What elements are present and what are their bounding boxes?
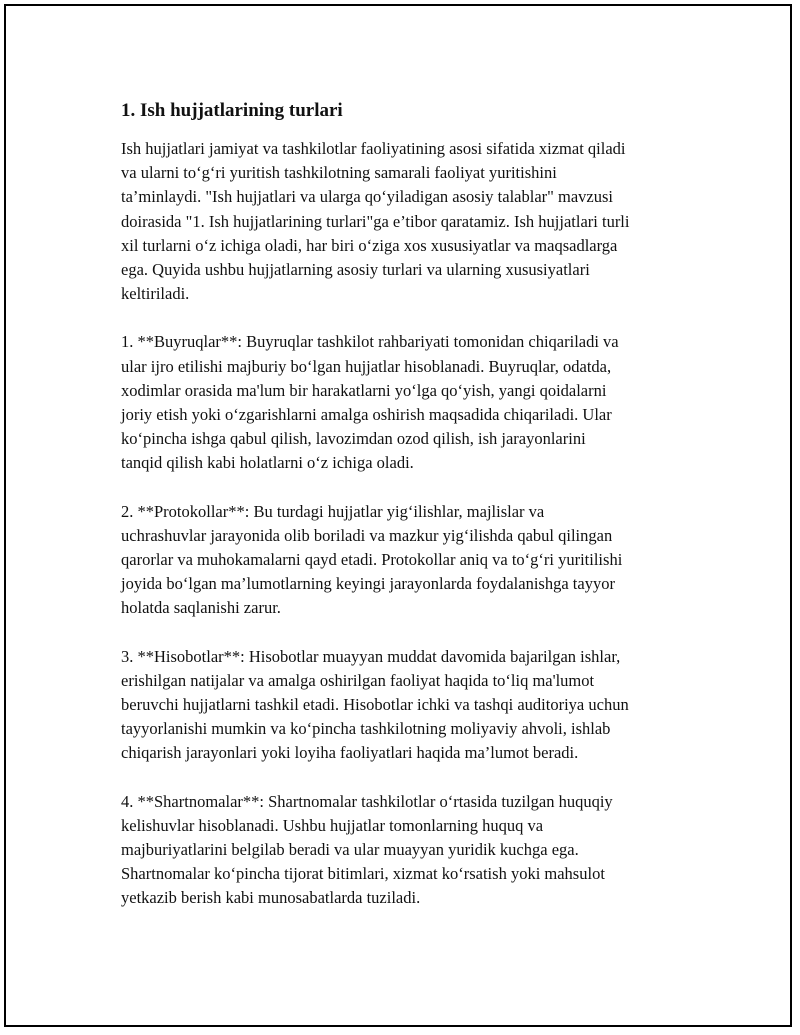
paragraph-hisobotlar: 3. **Hisobotlar**: Hisobotlar muayyan muddat davomida bajarilgan ishlar, erishilgan natijalar va amalga oshirilgan faoliyat haqida to‘liq ma'lumot beruvchi hujjatlarni tashkil etadi. Hisobotlar ichki va tashqi auditoriya uchun tayyorlanishi mumkin va ko‘pincha tashkilotning moliyaviy ahvoli, ishlab chiqarish jarayonlari yoki loyiha faoliyatlari haqida ma’lumot beradi. <box>121 646 629 763</box>
paragraph-buyruqlar: 1. **Buyruqlar**: Buyruqlar tashkilot rahbariyati tomonidan chiqariladi va ular ijro etilishi majburiy bo‘lgan hujjatlar hisoblanadi. Buyruqlar, odatda, xodimlar orasida ma'lum bir harakatlarni yo‘lga qo‘yish, yangi qoidalarni joriy etish yoki o‘zgarishlarni amalga oshirish maqsadida chiqariladi. Ular ko‘pincha ishga qabul qilish, lavozimdan ozod qilish, ish jarayonlarini tanqid qilish kabi holatlarni o‘z ichiga oladi. <box>121 332 619 473</box>
section-heading: 1. Ish hujjatlarining turlari <box>121 100 343 121</box>
document-page <box>4 4 792 1027</box>
document-body <box>121 99 696 935</box>
intro-paragraph: Ish hujjatlari jamiyat va tashkilotlar faoliyatining asosi sifatida xizmat qiladi va ularni to‘g‘ri yuritish tashkilotning samarali faoliyat yuritishini ta’minlaydi. "Ish hujjatlari va ularga qo‘yiladigan asosiy talablar" mavzusi doirasida "1. Ish hujjatlarining turlari"ga e’tibor qaratamiz. Ish hujjatlari turli xil turlarni o‘z ichiga oladi, har biri o‘ziga xos xususiyatlar va maqsadlarga ega. Quyida ushbu hujjatlarning asosiy turlari va ularning xususiyatlari keltiriladi. <box>121 139 630 304</box>
paragraph-protokollar: 2. **Protokollar**: Bu turdagi hujjatlar yig‘ilishlar, majlislar va uchrashuvlar jarayonida olib boriladi va mazkur yig‘ilishda qabul qilingan qarorlar va muhokamalarni qayd etadi. Protokollar aniq va to‘g‘ri yuritilishi joyida bo‘lgan ma’lumotlarning keyingi jarayonlarda foydalanishga tayyor holatda saqlanishi zarur. <box>121 501 623 618</box>
paragraph-shartnomalar: 4. **Shartnomalar**: Shartnomalar tashkilotlar o‘rtasida tuzilgan huquqiy kelishuvlar hisoblanadi. Ushbu hujjatlar tomonlarning huquq va majburiyatlarini belgilab beradi va ular muayyan yuridik kuchga ega. Shartnomalar ko‘pincha tijorat bitimlari, xizmat ko‘rsatish yoki mahsulot yetkazib berish kabi munosabatlarda tuziladi. <box>121 791 613 908</box>
